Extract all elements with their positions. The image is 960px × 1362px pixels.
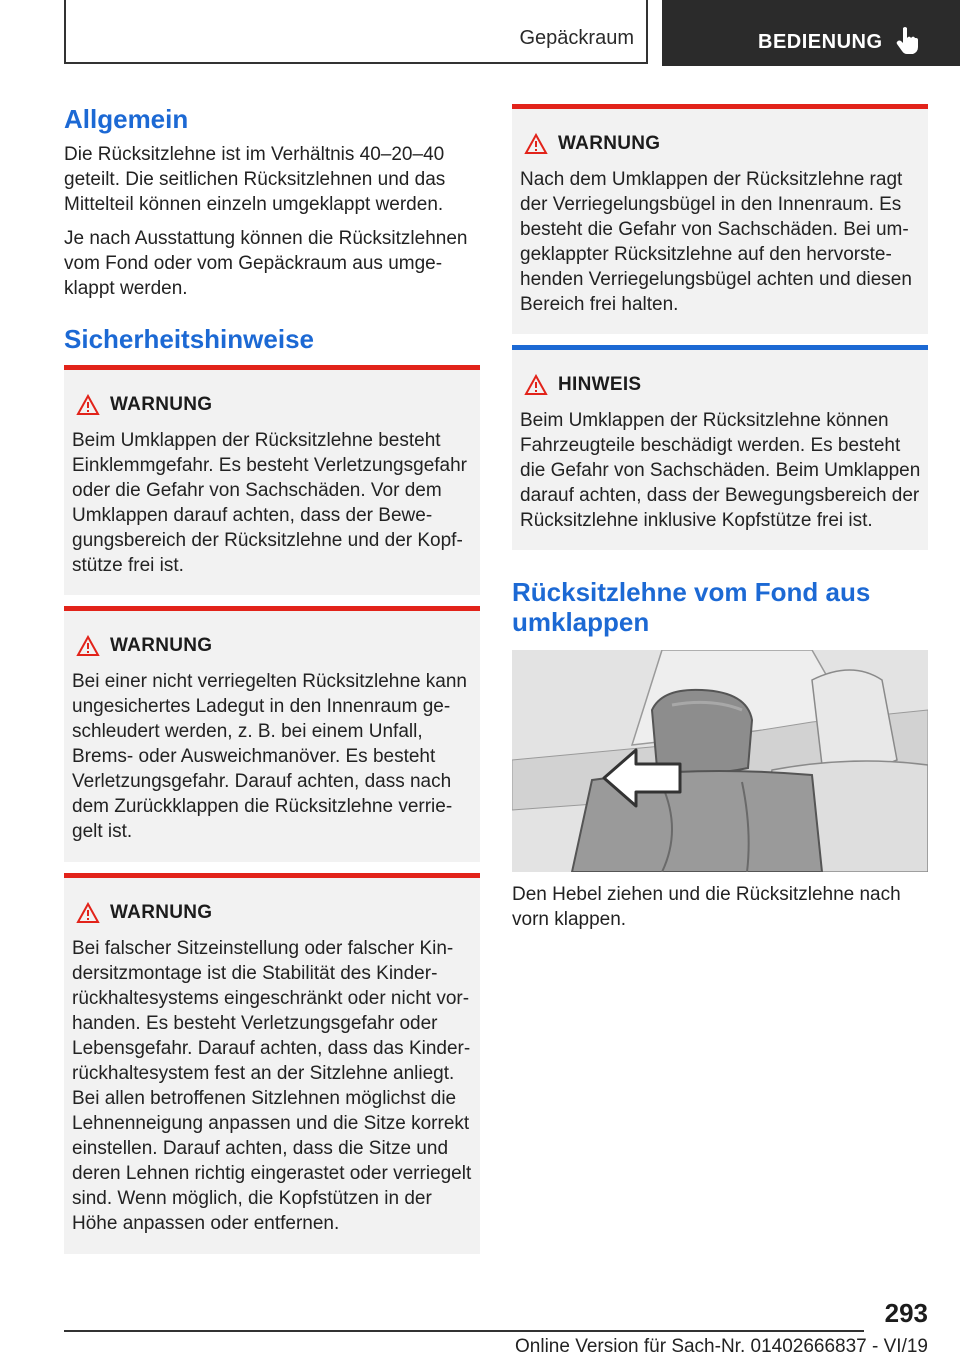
warning-triangle-icon [76,635,100,657]
warning-box-1 [64,365,480,595]
hint-title: HINWEIS [558,374,642,395]
hand-pointer-icon [894,26,922,56]
rear-seat-drawing [512,650,928,872]
footer-divider [64,1330,864,1332]
rear-seat-lever-illustration [512,650,928,872]
warning-text: Bei falscher Sitzeinstellung oder falscher Kindersitzmontage ist die Stabilität des Kinderrückhaltesystems eingeschränkt oder nicht vorhanden. Es besteht Verletzungsgefahr oder Lebensgefahr. Darauf achten, dass das Kinderrückhaltesystem fest an der Sitzlehne anliegt. Bei allen betroffenen Sitzlehnen möglichst die Lehnenneigung anpassen und die Sitze korrekt einstellen. Darauf achten, dass die Sitze und deren Lehnen richtig eingerastet oder verriegelt sind. Wenn möglich, die Kopfstützen in der Höhe anpassen oder entfernen. [72,938,472,1234]
header-chapter-tab [662,0,960,66]
footer-online-version: Online Version für Sach-Nr. 01402666837 - VI/19 [515,1336,928,1357]
paragraph-allgemein-2: Je nach Ausstattung können die Rücksitzlehnen vom Fond oder vom Gepäckraum aus umgeklappt werden. [64,228,468,299]
warning-box-2 [64,606,480,862]
warning-text: Bei einer nicht verriegelten Rücksitzlehne kann ungesichertes Ladegut in den Innenraum geschleudert werden, z. B. bei einem Unfall, Brems- oder Ausweichmanöver. Es besteht Verletzungsgefahr. Darauf achten, dass nach dem Zurückklappen die Rücksitzlehne verriegelt ist. [72,671,467,842]
heading-fond-umklappen: Rücksitzlehne vom Fond aus umklappen [512,577,871,637]
heading-sicherheitshinweise: Sicherheitshinweise [64,324,314,354]
paragraph-allgemein-1: Die Rücksitzlehne ist im Verhältnis 40–20–40 geteilt. Die seitlichen Rücksitzlehnen und das Mittelteil können einzeln umgeklappt werden. [64,144,446,215]
warning-box-3 [64,873,480,1254]
warning-triangle-icon [76,394,100,416]
hint-box [512,345,928,550]
warning-text: Nach dem Umklappen der Rücksitzlehne ragt der Verriegelungsbügel in den Innenraum. Es besteht die Gefahr von Sachschäden. Bei umgeklappter Rücksitzlehne auf den hervorstehenden Verriegelungsbügel achten und diesen Bereich frei halten. [520,169,912,315]
header-section-title: Gepäckraum [519,27,634,49]
warning-triangle-icon [524,133,548,155]
header-chapter-title: BEDIENUNG [758,31,883,53]
warning-text: Beim Umklappen der Rücksitzlehne besteht Einklemmgefahr. Es besteht Verletzungsgefahr oder die Gefahr von Sachschäden. Vor dem Umklappen darauf achten, dass der Bewegungsbereich der Rücksitzlehne und der Kopfstütze frei ist. [72,430,468,576]
warning-triangle-icon [76,902,100,924]
page-number: 293 [884,1298,928,1328]
warning-box-4 [512,104,928,334]
heading-allgemein: Allgemein [64,104,189,134]
header-section-box [64,0,648,64]
warning-title: WARNUNG [558,133,661,154]
hint-triangle-icon [524,374,548,396]
warning-title: WARNUNG [110,635,213,656]
warning-title: WARNUNG [110,394,213,415]
hint-text: Beim Umklappen der Rücksitzlehne können Fahrzeugteile beschädigt werden. Es besteht die Gefahr von Sachschäden. Beim Umklappen darauf achten, dass der Bewegungsbereich der Rücksitzlehne inklusive Kopfstütze frei ist. [520,410,921,531]
warning-title: WARNUNG [110,902,213,923]
figure-caption: Den Hebel ziehen und die Rücksitzlehne nach vorn klappen. [512,884,901,930]
